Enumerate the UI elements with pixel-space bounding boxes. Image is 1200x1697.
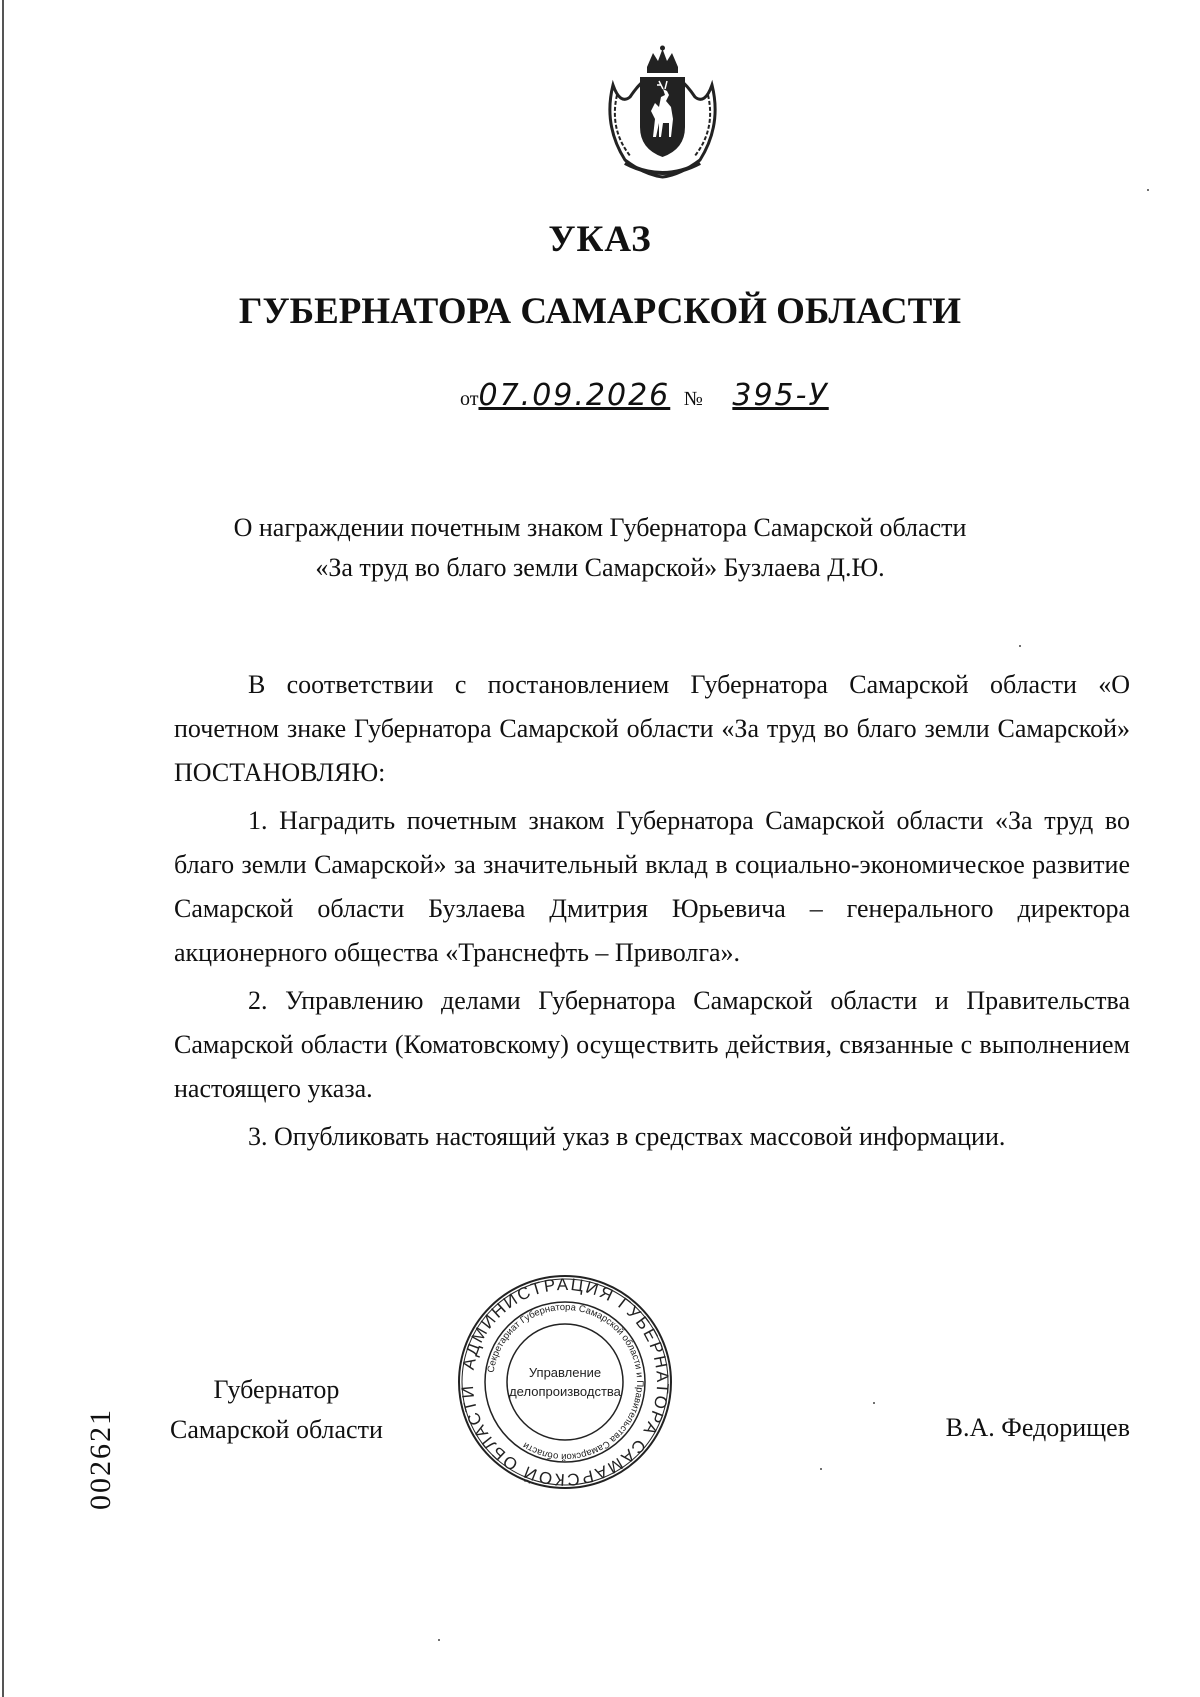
item-1-paragraph: 1. Наградить почетным знаком Губернатора Самарской области «За труд во благо земли Самарской» за значительный вклад в социально-экономическое развитие Самарской области Бузлаева Дмитрия Юрьевича – генерального директора акционерного общества «Транснефть – Приволга». [174, 806, 1130, 967]
date-prefix: от [460, 388, 479, 410]
subject-line-1: О награждении почетным знаком Губернатора Самарской области [233, 513, 967, 542]
scan-speck [820, 1468, 822, 1470]
subject-line-2: «За труд во благо земли Самарской» Бузлаева Д.Ю. [315, 553, 885, 582]
registration-number: 002621 [84, 1408, 117, 1510]
document-subject [0, 508, 1200, 588]
document-body [174, 663, 1130, 1163]
scan-speck [438, 1639, 440, 1641]
scan-speck [1019, 645, 1021, 647]
official-stamp [455, 1272, 675, 1492]
scan-speck [873, 1402, 875, 1404]
number-prefix: № [683, 388, 703, 410]
item-3-paragraph: 3. Опубликовать настоящий указ в средствах массовой информации. [248, 1122, 1006, 1151]
stamp-inner-text: Секретариат Губернатора Самарской области и Правительства Самарской области [485, 1301, 646, 1463]
handwritten-number: 395-У [732, 378, 829, 413]
signatory-name: В.А. Федорищев [945, 1413, 1130, 1442]
handwritten-date: 07.09.2026 [478, 378, 671, 413]
date-number-line [460, 378, 829, 413]
preamble-paragraph: В соответствии с постановлением Губернатора Самарской области «О почетном знаке Губернатора Самарской области «За труд во благо земли Самарской» ПОСТАНОВЛЯЮ: [174, 670, 1130, 787]
signatory-position-line-2: Самарской области [170, 1415, 383, 1444]
stamp-center-line-2: делопроизводства [509, 1384, 621, 1399]
item-2-paragraph: 2. Управлению делами Губернатора Самарской области и Правительства Самарской области (Коматовскому) осуществить действия, связанные с выполнением настоящего указа. [174, 986, 1130, 1103]
scan-speck [1147, 189, 1149, 191]
stamp-center-line-1: Управление [528, 1365, 602, 1380]
signatory-position [170, 1370, 383, 1450]
svg-text:Секретариат Губернатора Самарс [486, 1302, 645, 1462]
document-type-title: УКАЗ [548, 219, 652, 260]
samara-coat-of-arms-icon [595, 45, 730, 180]
issuer-title: ГУБЕРНАТОРА САМАРСКОЙ ОБЛАСТИ [238, 291, 962, 332]
signatory-position-line-1: Губернатор [213, 1375, 340, 1404]
stamp-outer-text: АДМИНИСТРАЦИЯ ГУБЕРНАТОРА САМАРСКОЙ ОБЛАСТИ [457, 1274, 673, 1490]
